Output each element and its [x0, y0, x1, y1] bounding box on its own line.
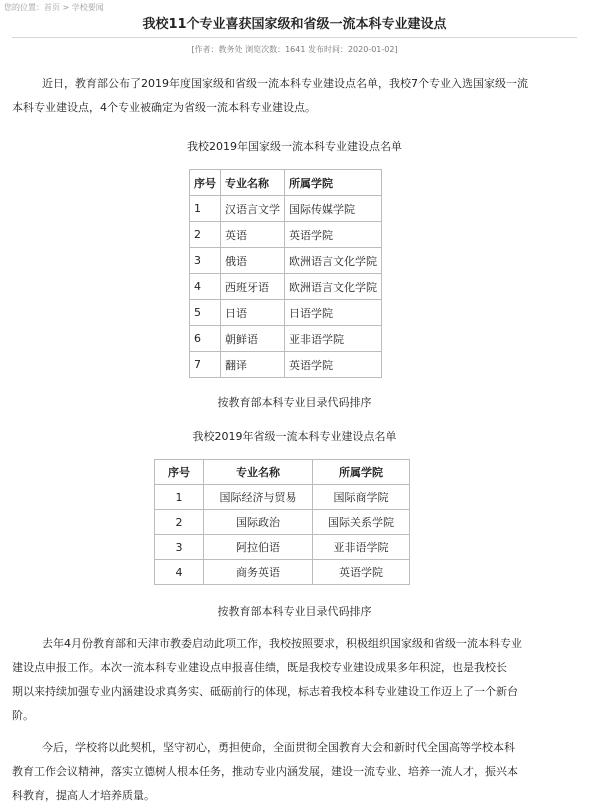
intro-line: 近日，教育部公布了2019年度国家级和省级一流本科专业建设点名单，我校7个专业入选国家级一流 — [42, 77, 528, 90]
table-cell: 翻译 — [221, 352, 285, 378]
provincial-sort-note: 按教育部本科专业目录代码排序 — [217, 605, 372, 618]
column-header: 所属学院 — [313, 460, 410, 485]
national-sort-note: 按教育部本科专业目录代码排序 — [217, 396, 372, 409]
national-table-caption: 我校2019年国家级一流本科专业建设点名单 — [187, 140, 402, 153]
table-row — [155, 485, 410, 510]
table-cell: 西班牙语 — [221, 274, 285, 300]
table-cell: 商务英语 — [204, 560, 313, 585]
table-cell: 3 — [190, 248, 221, 274]
table-cell: 2 — [155, 510, 204, 535]
table-row — [190, 352, 382, 378]
table-header-row — [190, 170, 382, 196]
table-cell: 英语学院 — [313, 560, 410, 585]
table-cell: 4 — [155, 560, 204, 585]
table-row — [155, 510, 410, 535]
table-row — [190, 248, 382, 274]
provincial-table-caption: 我校2019年省级一流本科专业建设点名单 — [192, 430, 397, 443]
page-title: 我校11个专业喜获国家级和省级一流本科专业建设点 — [142, 17, 447, 32]
table-row — [190, 300, 382, 326]
table-header-row — [155, 460, 410, 485]
table-row — [190, 274, 382, 300]
table-row — [190, 222, 382, 248]
breadcrumb: 您的位置：首页 > 学校要闻 — [4, 3, 104, 12]
table-cell: 6 — [190, 326, 221, 352]
table-cell: 3 — [155, 535, 204, 560]
table-cell: 7 — [190, 352, 221, 378]
table-cell: 朝鲜语 — [221, 326, 285, 352]
table-cell: 欧洲语言文化学院 — [285, 248, 382, 274]
table-cell: 俄语 — [221, 248, 285, 274]
paragraph-line: 期以来持续加强专业内涵建设求真务实、砥砺前行的体现，标志着我校本科专业建设工作迈上了一个新台 — [12, 685, 518, 698]
paragraph-line: 建设点申报工作。本次一流本科专业建设点申报喜佳绩，既是我校专业建设成果多年积淀，也是我校长 — [12, 661, 507, 674]
table-cell: 阿拉伯语 — [204, 535, 313, 560]
table-row — [155, 535, 410, 560]
table-cell: 英语 — [221, 222, 285, 248]
intro-paragraph — [12, 72, 582, 120]
provincial-table — [154, 459, 410, 585]
paragraph-line: 去年4月份教育部和天津市教委启动此项工作，我校按照要求，积极组织国家级和省级一流本科专业 — [42, 637, 522, 650]
column-header: 专业名称 — [221, 170, 285, 196]
table-cell: 1 — [155, 485, 204, 510]
paragraph-line: 教育工作会议精神，落实立德树人根本任务，推动专业内涵发展，建设一流专业、培养一流人才，振兴本 — [12, 765, 518, 778]
column-header: 所属学院 — [285, 170, 382, 196]
paragraph-line: 阶。 — [12, 709, 34, 722]
table-row — [190, 196, 382, 222]
table-cell: 2 — [190, 222, 221, 248]
table-cell: 日语 — [221, 300, 285, 326]
table-cell: 国际商学院 — [313, 485, 410, 510]
body-paragraph-2 — [12, 632, 582, 728]
intro-line: 本科专业建设点，4个专业被确定为省级一流本科专业建设点。 — [12, 101, 316, 114]
table-cell: 日语学院 — [285, 300, 382, 326]
body-paragraph-3 — [12, 736, 582, 808]
column-header: 序号 — [190, 170, 221, 196]
column-header: 序号 — [155, 460, 204, 485]
table-cell: 国际关系学院 — [313, 510, 410, 535]
table-row — [155, 560, 410, 585]
table-cell: 亚非语学院 — [285, 326, 382, 352]
table-cell: 国际政治 — [204, 510, 313, 535]
national-table — [189, 169, 382, 378]
table-cell: 国际经济与贸易 — [204, 485, 313, 510]
column-header: 专业名称 — [204, 460, 313, 485]
table-cell: 英语学院 — [285, 352, 382, 378]
table-row — [190, 326, 382, 352]
table-cell: 5 — [190, 300, 221, 326]
table-cell: 1 — [190, 196, 221, 222]
table-cell: 英语学院 — [285, 222, 382, 248]
title-divider — [12, 37, 577, 38]
table-cell: 4 — [190, 274, 221, 300]
paragraph-line: 今后，学校将以此契机，坚守初心，勇担使命，全面贯彻全国教育大会和新时代全国高等学校本科 — [42, 741, 515, 754]
table-cell: 亚非语学院 — [313, 535, 410, 560]
article-meta: [作者：教务处 浏览次数：1641 发布时间：2020-01-02] — [191, 45, 398, 54]
table-cell: 欧洲语言文化学院 — [285, 274, 382, 300]
paragraph-line: 科教育，提高人才培养质量。 — [12, 789, 155, 802]
table-cell: 汉语言文学 — [221, 196, 285, 222]
table-cell: 国际传媒学院 — [285, 196, 382, 222]
